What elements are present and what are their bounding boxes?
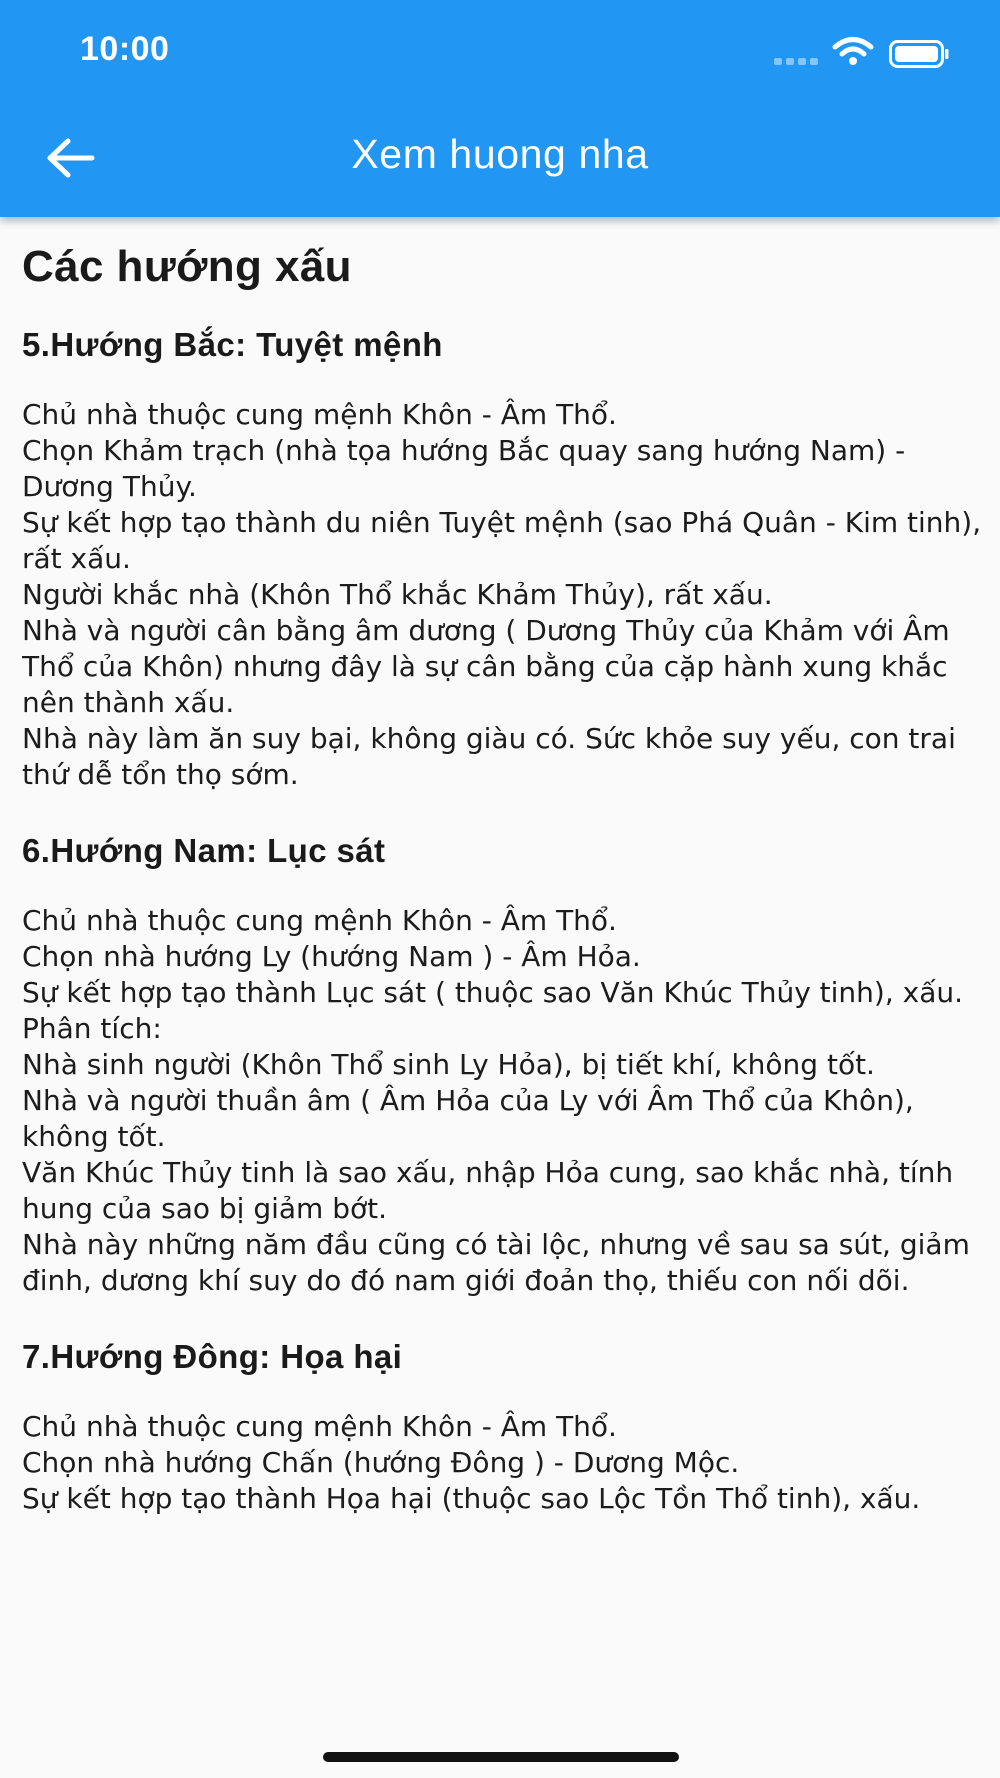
page-title: Xem huong nha [351,131,649,177]
content-scroll-area[interactable] [22,217,982,1641]
wifi-icon [832,36,874,66]
status-time: 10:00 [80,30,170,68]
section-body-east: Chủ nhà thuộc cung mệnh Khôn - Âm Thổ. Chọn nhà hướng Chấn (hướng Đông ) - Dương Mộc. Sự kết hợp tạo thành Họa hại (thuộc sao Lộc Tồn Thổ tinh), xấu. [22,1410,921,1515]
cellular-signal-icon [774,58,818,66]
page-heading: Các hướng xấu [22,242,352,291]
section-title-south: 6.Hướng Nam: Lục sát [22,832,386,869]
app-bar [0,0,1000,217]
section-title-east: 7.Hướng Đông: Họa hại [22,1338,403,1375]
battery-icon [889,40,949,68]
section-body-south: Chủ nhà thuộc cung mệnh Khôn - Âm Thổ. Chọn nhà hướng Ly (hướng Nam ) - Âm Hỏa. Sự kết hợp tạo thành Lục sát ( thuộc sao Văn Khúc Thủy tinh), xấu. Phân tích: Nhà sinh người (Khôn Thổ sinh Ly Hỏa), bị tiết khí, không tốt. Nhà và người thuần âm ( Âm Hỏa của Ly với Âm Thổ của Khôn), không tốt. Văn Khúc Thủy tinh là sao xấu, nhập Hỏa cung, sao khắc nhà, tính hung của sao bị giảm bớt. Nhà này những năm đầu cũng có tài lộc, nhưng về sau sa sút, giảm đinh, dương khí suy do đó nam giới đoản thọ, thiếu con nối dõi. [22,904,970,1297]
section-body-north: Chủ nhà thuộc cung mệnh Khôn - Âm Thổ. Chọn Khảm trạch (nhà tọa hướng Bắc quay sang hướng Nam) - Dương Thủy. Sự kết hợp tạo thành du niên Tuyệt mệnh (sao Phá Quân - Kim tinh), rất xấu. Người khắc nhà (Khôn Thổ khắc Khảm Thủy), rất xấu. Nhà và người cân bằng âm dương ( Dương Thủy của Khảm với Âm Thổ của Khôn) nhưng đây là sự cân bằng của cặp hành xung khắc nên thành xấu. Nhà này làm ăn suy bại, không giàu có. Sức khỏe suy yếu, con trai thứ dễ tổn thọ sớm. [22,398,982,791]
section-title-north: 5.Hướng Bắc: Tuyệt mệnh [22,326,443,363]
home-indicator[interactable] [323,1752,679,1762]
